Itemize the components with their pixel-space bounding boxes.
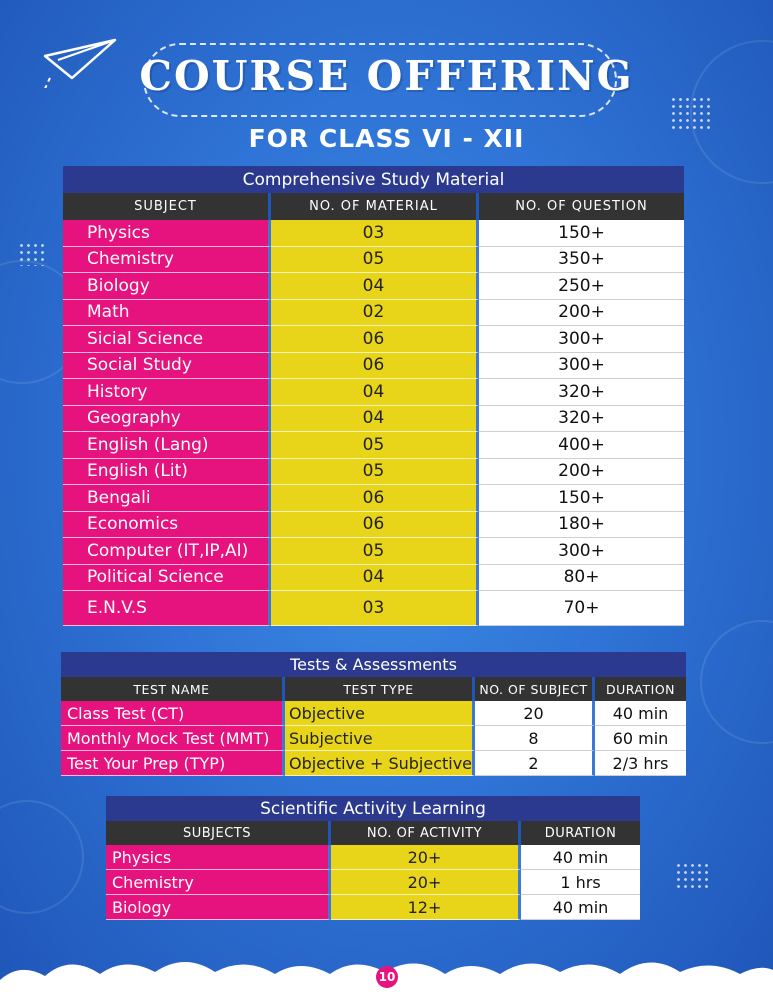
table-cell: 03 [271,220,479,247]
table-cell: Class Test (CT) [61,701,285,726]
dots-decoration [18,242,46,266]
table-cell: 04 [271,565,479,592]
table-caption: Scientific Activity Learning [106,796,640,821]
table-cell: 06 [271,326,479,353]
table-cell: Computer (IT,IP,AI) [63,538,271,565]
table-cell: English (Lang) [63,432,271,459]
page-title: COURSE OFFERING [139,52,634,100]
table-row [63,485,684,512]
table-cell: 05 [271,247,479,274]
table-cell: 03 [271,591,479,626]
column-header: NO. OF QUESTION [479,193,684,220]
table-row [63,432,684,459]
table-row [63,565,684,592]
table-row [63,406,684,433]
column-header: TEST NAME [61,677,285,701]
table-cell: 1 hrs [521,870,640,895]
study-material-rows [63,220,684,626]
table-row [61,701,686,726]
table-cell: 05 [271,538,479,565]
column-header: NO. OF ACTIVITY [331,821,521,845]
table-cell: Bengali [63,485,271,512]
table-cell: 20+ [331,870,521,895]
table-cell: 05 [271,459,479,486]
table-cell: 04 [271,406,479,433]
table-caption: Comprehensive Study Material [63,166,684,193]
column-header: DURATION [521,821,640,845]
table-row [63,379,684,406]
column-header: TEST TYPE [285,677,475,701]
table-cell: 300+ [479,353,684,380]
column-header: NO. OF SUBJECT [475,677,595,701]
activity-rows [106,845,640,920]
table-caption: Tests & Assessments [61,652,686,677]
table-cell: 180+ [479,512,684,539]
table-cell: 40 min [595,701,686,726]
table-cell: 2 [475,751,595,776]
table-cell: Subjective [285,726,475,751]
table-cell: 200+ [479,459,684,486]
table-cell: Biology [63,273,271,300]
table-row [63,273,684,300]
table-row [63,512,684,539]
table-cell: 20 [475,701,595,726]
table-cell: Economics [63,512,271,539]
dots-decoration [675,862,711,890]
page-number: 10 [376,966,398,988]
table-cell: 2/3 hrs [595,751,686,776]
tests-table [61,652,686,776]
table-cell: Math [63,300,271,327]
study-material-table [63,166,684,626]
table-row [63,459,684,486]
table-cell: 20+ [331,845,521,870]
table-cell: 04 [271,379,479,406]
table-row [63,326,684,353]
table-row [106,845,640,870]
column-header: NO. OF MATERIAL [271,193,479,220]
doodle-circle [0,800,84,914]
table-cell: Social Study [63,353,271,380]
table-cell: 40 min [521,895,640,920]
table-cell: 400+ [479,432,684,459]
table-row [61,726,686,751]
table-cell: 12+ [331,895,521,920]
table-cell: 02 [271,300,479,327]
table-cell: 300+ [479,538,684,565]
table-row [63,591,684,626]
table-cell: Physics [63,220,271,247]
table-cell: 150+ [479,485,684,512]
table-cell: Chemistry [106,870,331,895]
table-cell: 350+ [479,247,684,274]
table-cell: Chemistry [63,247,271,274]
table-cell: 06 [271,485,479,512]
table-row [63,353,684,380]
table-cell: 80+ [479,565,684,592]
table-cell: 8 [475,726,595,751]
table-cell: 70+ [479,591,684,626]
table-cell: 05 [271,432,479,459]
table-cell: English (Lit) [63,459,271,486]
table-row [63,247,684,274]
table-row [63,220,684,247]
table-cell: Objective [285,701,475,726]
column-header: SUBJECT [63,193,271,220]
table-cell: 250+ [479,273,684,300]
table-cell: Geography [63,406,271,433]
table-row [63,300,684,327]
table-cell: Objective + Subjective [285,751,475,776]
table-cell: Biology [106,895,331,920]
table-cell: Sicial Science [63,326,271,353]
table-cell: 320+ [479,379,684,406]
table-cell: 150+ [479,220,684,247]
table-cell: 04 [271,273,479,300]
table-row [106,895,640,920]
table-cell: 300+ [479,326,684,353]
table-cell: 320+ [479,406,684,433]
table-cell: Test Your Prep (TYP) [61,751,285,776]
column-header: DURATION [595,677,686,701]
activity-table [106,796,640,920]
table-cell: 40 min [521,845,640,870]
page-subtitle: FOR CLASS VI - XII [248,124,525,153]
table-row [63,538,684,565]
table-cell: 06 [271,512,479,539]
table-cell: E.N.V.S [63,591,271,626]
column-header: SUBJECTS [106,821,331,845]
table-cell: 60 min [595,726,686,751]
doodle-circle [700,620,773,744]
table-cell: Political Science [63,565,271,592]
tests-rows [61,701,686,776]
table-row [61,751,686,776]
table-cell: Monthly Mock Test (MMT) [61,726,285,751]
table-cell: 200+ [479,300,684,327]
table-row [106,870,640,895]
table-cell: Physics [106,845,331,870]
table-cell: History [63,379,271,406]
table-cell: 06 [271,353,479,380]
